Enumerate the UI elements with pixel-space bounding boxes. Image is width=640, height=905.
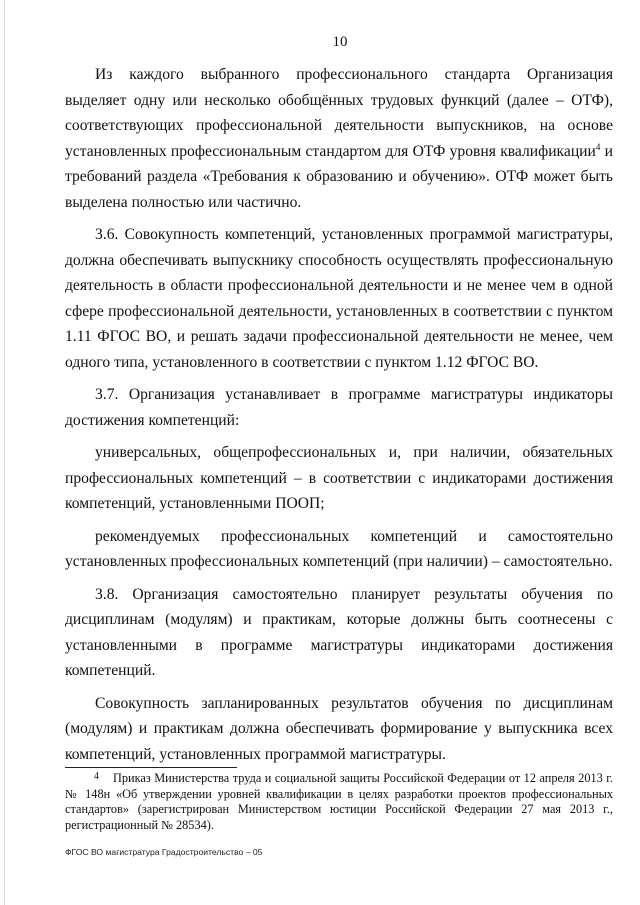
page-number: 10 bbox=[332, 34, 348, 50]
scan-edge-line bbox=[4, 0, 5, 905]
paragraph-recommended-competencies: рекомендуемых профессиональных компетенций и самостоятельно установленных профессиональных компетенций (при наличии) – самостоятельно. bbox=[65, 527, 613, 570]
footnote-text: Приказ Министерства труда и социальной защиты Российской Федерации от 12 апреля 2013 г. № 148н «Об утверждении уровней квалификации в целях разработки проектов профессиональных стандартов» (зарегистрирован Министерством юстиции Российской Федерации 27 мая 2013 г., регистрационный № 28534). bbox=[65, 771, 613, 832]
footnote-separator bbox=[65, 767, 237, 768]
footnote-mark: 4 bbox=[94, 771, 99, 782]
paragraph-universal-competencies: универсальных, общепрофессиональных и, при наличии, обязательных профессиональных компетенций – в соответствии с индикаторами достижения компетенций, установленными ПООП; bbox=[65, 444, 613, 512]
footnote bbox=[65, 771, 613, 833]
paragraph-text: Из каждого выбранного профессионального стандарта Организация выделяет одну или несколько обобщённых трудовых функций (далее – ОТФ), соответствующих профессиональной деятельности выпускников, на основе установленных профессиональным стандартом для ОТФ уровня квалификации bbox=[65, 66, 613, 160]
paragraph-3-8: 3.8. Организация самостоятельно планирует результаты обучения по дисциплинам (модулям) и практикам, которые должны быть соотнесены с установленными в программе магистратуры индикаторами достижения компетенций. bbox=[65, 585, 613, 679]
paragraph-otf bbox=[65, 62, 613, 215]
page-footer: ФГОС ВО магистратура Градостроительство – 05 bbox=[65, 847, 263, 857]
footnote-reference: 4 bbox=[595, 141, 601, 152]
paragraph-text-continued: и требований раздела «Требования к образованию и обучению». ОТФ может быть выделена полностью или частично. bbox=[65, 142, 613, 211]
paragraph-3-7: 3.7. Организация устанавливает в программе магистратуры индикаторы достижения компетенций: bbox=[65, 386, 613, 429]
document-body bbox=[65, 62, 613, 774]
paragraph-3-6: 3.6. Совокупность компетенций, установленных программой магистратуры, должна обеспечивать выпускнику способность осуществлять профессиональную деятельность в области профессиональной деятельности и не менее чем в одной сфере профессиональной деятельности, установленных в соответствии с пунктом 1.11 ФГОС ВО, и решать задачи профессиональной деятельности не менее, чем одного типа, установленного в соответствии с пунктом 1.12 ФГОС ВО. bbox=[65, 226, 613, 371]
paragraph-learning-outcomes: Совокупность запланированных результатов обучения по дисциплинам (модулям) и практикам должна обеспечивать формирование у выпускника всех компетенций, установленных программой магистратуры. bbox=[65, 694, 613, 763]
